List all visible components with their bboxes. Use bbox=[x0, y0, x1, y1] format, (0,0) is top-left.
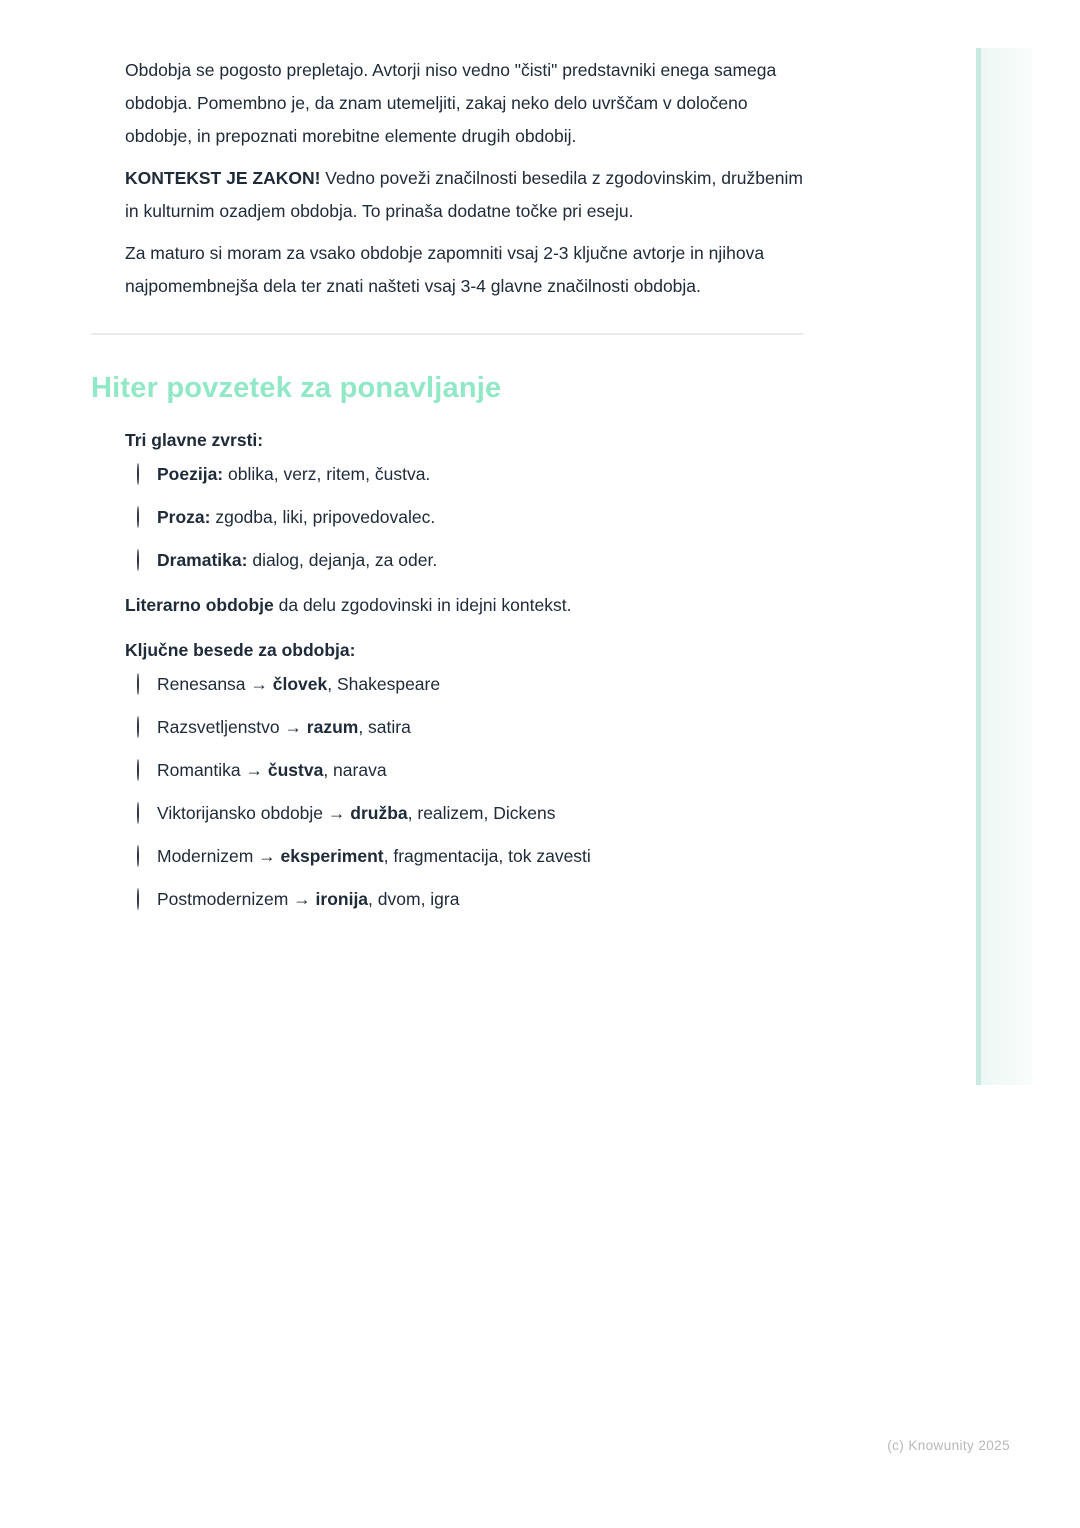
keyword-bold: družba bbox=[350, 803, 408, 823]
circle-bullet-icon bbox=[137, 673, 139, 695]
keyword-bold: čustva bbox=[267, 760, 324, 780]
term-bold: Proza: bbox=[157, 507, 211, 527]
sub-item-text bbox=[157, 544, 803, 577]
sub-item bbox=[125, 754, 803, 787]
bullet-marker bbox=[91, 237, 125, 303]
note-text bbox=[125, 162, 803, 228]
copyright-footer: (c) Knowunity 2025 bbox=[887, 1438, 1010, 1453]
circle-bullet-icon bbox=[137, 463, 139, 485]
sub-item bbox=[125, 501, 803, 534]
note-item bbox=[91, 162, 803, 228]
summary-item-genres bbox=[91, 424, 803, 577]
keyword-post: , dvom, igra bbox=[368, 889, 460, 909]
section-heading: Hiter povzetek za ponavljanje bbox=[91, 372, 502, 404]
keyword-post: , realizem, Dickens bbox=[407, 803, 556, 823]
sub-item bbox=[125, 840, 803, 873]
keyword-post: , Shakespeare bbox=[327, 674, 441, 694]
term-desc: oblika, verz, ritem, čustva. bbox=[223, 464, 431, 484]
circle-marker bbox=[125, 754, 157, 787]
note-item bbox=[91, 54, 803, 153]
sub-item bbox=[125, 711, 803, 744]
keyword-post: , fragmentacija, tok zavesti bbox=[383, 846, 591, 866]
circle-bullet-icon bbox=[137, 888, 139, 910]
bullet-marker bbox=[91, 634, 125, 916]
sub-item-text bbox=[157, 668, 803, 701]
term-bold: Literarno obdobje bbox=[125, 595, 274, 615]
keyword-pre: Viktorijansko obdobje → bbox=[157, 803, 351, 823]
right-accent-bar bbox=[976, 48, 1032, 1085]
keyword-pre: Romantika → bbox=[157, 760, 268, 780]
note-item bbox=[91, 237, 803, 303]
keyword-bold: eksperiment bbox=[280, 846, 384, 866]
circle-marker bbox=[125, 544, 157, 577]
keyword-pre: Renesansa → bbox=[157, 674, 273, 694]
keyword-post: , narava bbox=[323, 760, 387, 780]
content-area bbox=[91, 54, 803, 928]
circle-bullet-icon bbox=[137, 802, 139, 824]
note-lead-bold: KONTEKST JE ZAKON! bbox=[125, 168, 321, 188]
summary-title: Tri glavne zvrsti: bbox=[125, 430, 264, 450]
circle-bullet-icon bbox=[137, 506, 139, 528]
circle-bullet-icon bbox=[137, 845, 139, 867]
keyword-bold: razum bbox=[306, 717, 359, 737]
genres-sublist bbox=[125, 458, 803, 577]
circle-bullet-icon bbox=[137, 759, 139, 781]
circle-marker bbox=[125, 458, 157, 491]
bullet-marker bbox=[91, 54, 125, 153]
term-bold: Poezija: bbox=[157, 464, 224, 484]
circle-marker bbox=[125, 501, 157, 534]
summary-title: Ključne besede za obdobja: bbox=[125, 640, 356, 660]
sub-item-text bbox=[157, 458, 803, 491]
sub-item-text bbox=[157, 883, 803, 916]
keyword-post: , satira bbox=[358, 717, 411, 737]
section-divider bbox=[91, 333, 803, 335]
keyword-pre: Postmodernizem → bbox=[157, 889, 316, 909]
summary-item-keywords bbox=[91, 634, 803, 916]
notes-list bbox=[91, 54, 803, 303]
sub-item-text bbox=[157, 797, 803, 830]
circle-marker bbox=[125, 797, 157, 830]
note-text bbox=[125, 54, 803, 153]
keywords-sublist bbox=[125, 668, 803, 916]
bullet-marker bbox=[91, 589, 125, 622]
circle-bullet-icon bbox=[137, 549, 139, 571]
summary-text bbox=[125, 589, 803, 622]
circle-marker bbox=[125, 840, 157, 873]
bullet-marker bbox=[91, 424, 125, 577]
sub-item bbox=[125, 883, 803, 916]
summary-item-period bbox=[91, 589, 803, 622]
circle-bullet-icon bbox=[137, 716, 139, 738]
circle-marker bbox=[125, 668, 157, 701]
sub-item-text bbox=[157, 840, 803, 873]
sub-item-text bbox=[157, 711, 803, 744]
sub-item bbox=[125, 668, 803, 701]
sub-item bbox=[125, 544, 803, 577]
sub-item bbox=[125, 458, 803, 491]
term-desc: da delu zgodovinski in idejni kontekst. bbox=[273, 595, 572, 615]
sub-item-text bbox=[157, 754, 803, 787]
note-text bbox=[125, 237, 803, 303]
summary-list bbox=[91, 424, 803, 916]
keyword-bold: ironija bbox=[315, 889, 369, 909]
bullet-marker bbox=[91, 162, 125, 228]
summary-text bbox=[125, 424, 803, 577]
note-body: Vedno poveži značilnosti besedila z zgodovinskim, družbenim in kulturnim ozadjem obdobja. To prinaša dodatne točke pri eseju. bbox=[125, 168, 803, 221]
keyword-pre: Modernizem → bbox=[157, 846, 281, 866]
keyword-pre: Razsvetljenstvo → bbox=[157, 717, 307, 737]
circle-marker bbox=[125, 711, 157, 744]
sub-item-text bbox=[157, 501, 803, 534]
sub-item bbox=[125, 797, 803, 830]
circle-marker bbox=[125, 883, 157, 916]
note-body: Obdobja se pogosto prepletajo. Avtorji niso vedno "čisti" predstavniki enega samega obdobja. Pomembno je, da znam utemeljiti, zakaj neko delo uvrščam v določeno obdobje, in prepoznati morebitne elemente drugih obdobij. bbox=[125, 60, 777, 146]
term-bold: Dramatika: bbox=[157, 550, 248, 570]
term-desc: zgodba, liki, pripovedovalec. bbox=[210, 507, 436, 527]
summary-text bbox=[125, 634, 803, 916]
note-body: Za maturo si moram za vsako obdobje zapomniti vsaj 2-3 ključne avtorje in njihova najpomembnejša dela ter znati našteti vsaj 3-4 glavne značilnosti obdobja. bbox=[125, 243, 765, 296]
term-desc: dialog, dejanja, za oder. bbox=[247, 550, 438, 570]
keyword-bold: človek bbox=[272, 674, 328, 694]
